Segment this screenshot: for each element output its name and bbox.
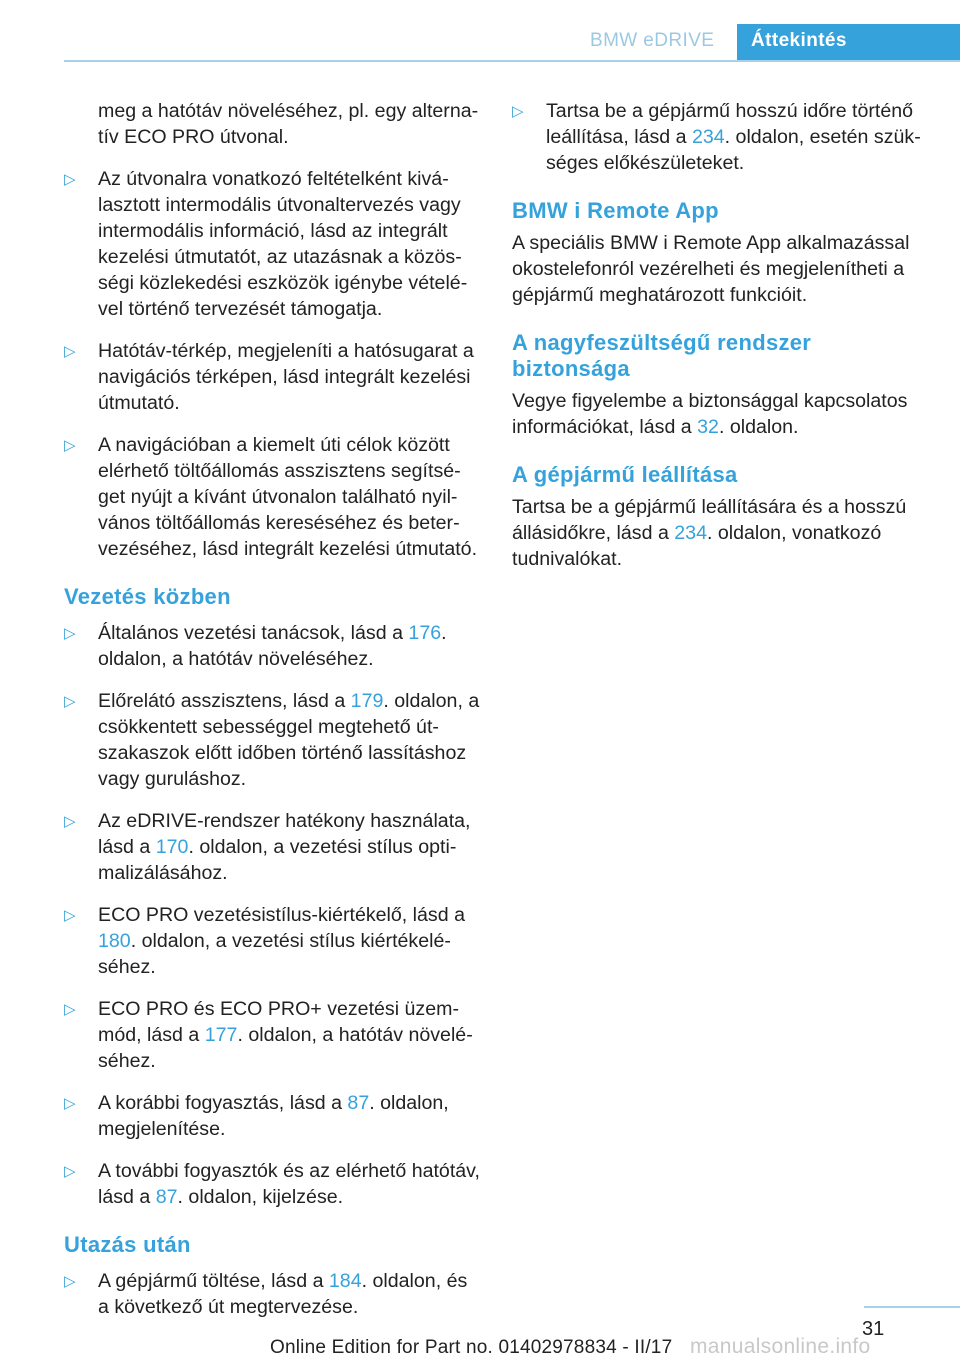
list-item-text: . oldalon, a vezetési stílus optimalizálásához. [98,836,457,884]
list-item [64,432,480,562]
page-link[interactable]: 170 [155,836,189,858]
intro-continuation: meg a hatótáv növeléséhez, pl. egy alternatív ECO PRO útvonal. [98,100,479,148]
section-heading-after-trip: Utazás után [64,1232,191,1257]
list-item [64,1090,480,1142]
triangle-bullet-icon: ▷ [64,1162,76,1180]
paragraph-text: Vegye figyelembe a biztonsággal kapcsolatos információkat, lásd a [512,390,908,438]
list-item-text: Előrelátó asszisztens, lásd a [98,690,351,712]
triangle-bullet-icon: ▷ [512,102,524,120]
paragraph-text: Tartsa be a gépjármű leállítására és a hosszú állásidőkre, lásd a [512,496,907,544]
triangle-bullet-icon: ▷ [64,1000,76,1018]
watermark: manualsonline.info [690,1335,871,1358]
list-item-text: A navigációban a kiemelt úti célok között elérhető töltőállomás asszisztens segítséget nyújt a kívánt útvonalon található nyilvános töltőállomás kereséséhez és betervezéséhez, lásd integrált kezelési útmutató. [98,434,478,560]
list-item-text: . oldalon, kijelzése. [177,1186,344,1208]
page-link[interactable]: 87 [155,1186,178,1208]
page-link[interactable]: 234 [674,522,707,544]
list-item-text: Általános vezetési tanácsok, lásd a [98,622,409,644]
list-item-text: . oldalon, a hatótáv növeléséhez. [98,1024,473,1072]
header-divider [64,60,960,62]
page-link[interactable]: 32 [697,416,719,438]
paragraph-text: . oldalon. [718,416,799,438]
list-item-text: Tartsa be a gépjármű hosszú időre történő leállítása, lásd a [546,100,914,148]
list-item [64,1268,480,1320]
list-item-text: A korábbi fogyasztás, lásd a [98,1092,348,1114]
page-link[interactable]: 184 [328,1270,362,1292]
list-item-text: . oldalon, a vezetési stílus kiértékeléséhez. [98,930,451,978]
page-header [0,0,960,62]
edition-note: Online Edition for Part no. 01402978834 - II/17 [270,1337,673,1358]
parking-text [512,494,928,572]
list-item-text: . oldalon, esetén szükséges előkészületeket. [546,126,921,174]
page-link[interactable]: 87 [347,1092,370,1114]
hv-safety-text [512,388,928,440]
list-item [64,1158,480,1210]
triangle-bullet-icon: ▷ [64,1272,76,1290]
section-heading-hv-safety: A nagyfeszültségű rendszer biztonsága [512,330,812,381]
list-item-text: ECO PRO és ECO PRO+ vezetési üzemmód, lásd a [98,998,459,1046]
triangle-bullet-icon: ▷ [64,624,76,642]
triangle-bullet-icon: ▷ [64,812,76,830]
footer-divider [864,1306,960,1308]
list-item-text: A további fogyasztók és az elérhető hatótáv, lásd a [98,1160,480,1208]
list-item-text: . oldalon, a csökkentett sebességgel megtehető útszakaszok előtt időben történő lassításhoz vagy guruláshoz. [98,690,480,790]
list-item [64,338,480,416]
list-item [64,620,480,672]
list-item-text: A gépjármű töltése, lásd a [98,1270,329,1292]
list-item-text: Az útvonalra vonatkozó feltételként kiválasztott intermodális útvonaltervezés vagy intermodális információ, lásd az integrált kezelési útmutatót, az utazásnak a közösségi közlekedési eszközök igénybe vételével történő tervezését támogatja. [98,168,468,320]
page-link[interactable]: 234 [691,126,725,148]
list-item [64,688,480,792]
list-item-text: . oldalon, és a következő út megtervezése. [98,1270,468,1318]
triangle-bullet-icon: ▷ [64,170,76,188]
page-number: 31 [862,1318,885,1340]
triangle-bullet-icon: ▷ [64,436,76,454]
page-link[interactable]: 177 [204,1024,238,1046]
list-item-text: Az eDRIVE-rendszer hatékony használata, lásd a [98,810,471,858]
triangle-bullet-icon: ▷ [64,906,76,924]
triangle-bullet-icon: ▷ [64,342,76,360]
section-heading-parking: A gépjármű leállítása [512,462,738,487]
triangle-bullet-icon: ▷ [64,1094,76,1112]
section-heading-remote-app: BMW i Remote App [512,198,719,223]
page-link[interactable]: 179 [350,690,384,712]
list-item [64,996,480,1074]
section-heading-driving: Vezetés közben [64,584,231,609]
paragraph-text: . oldalon, vonatkozó tudnivalókat. [512,522,882,570]
list-item-text: . oldalon, megjelenítése. [98,1092,449,1140]
list-item-text: ECO PRO vezetésistílus-kiértékelő, lásd a [98,904,465,926]
section-tab: Áttekintés [737,24,960,62]
triangle-bullet-icon: ▷ [64,692,76,710]
page-link[interactable]: 176 [408,622,442,644]
chapter-title: BMW eDRIVE [590,30,715,51]
list-item-text: . oldalon, a hatótáv növeléséhez. [98,622,447,670]
list-item [64,808,480,886]
list-item-text: Hatótáv-térkép, megjeleníti a hatósugarat a navigációs térképen, lásd integrált kezelési útmutató. [98,340,474,414]
page-link[interactable]: 180 [98,930,131,952]
right-column [512,98,928,572]
list-item [512,98,928,176]
list-item [64,166,480,322]
list-item [64,902,480,980]
left-column [64,98,480,1336]
remote-app-text: A speciális BMW i Remote App alkalmazással okostelefonról vezérelheti és megjelenítheti a gépjármű meghatározott funkcióit. [512,232,910,306]
